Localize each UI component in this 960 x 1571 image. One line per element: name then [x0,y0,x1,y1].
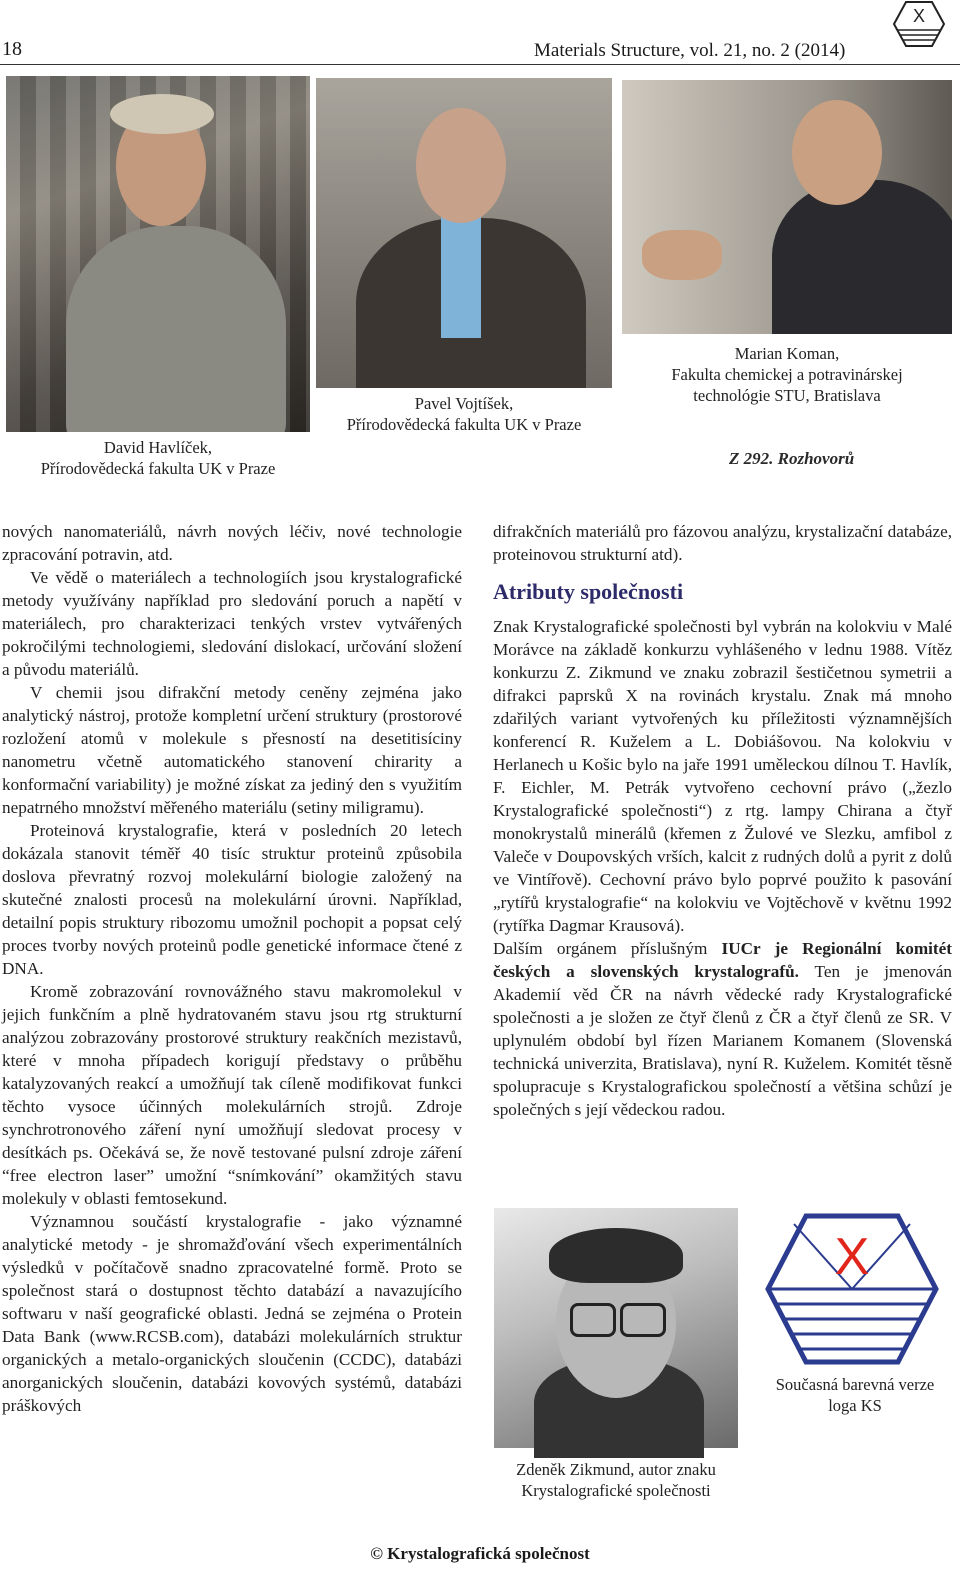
photo-marian-koman [622,80,952,334]
footer-copyright: © Krystalografická společnost [370,1544,590,1563]
paragraph: Znak Krystalografické společnosti byl vybrán na kolokviu v Malé Morávce na základě konkurzu vyhlášeného v lednu 1988. Vítěz konkurzu Z. Zikmund ve znaku zobrazil šestičetnou symetrii a difrakci paprsků X na rovinách krystalu. Znak má mnoho zdařilých variant vytvořených ku příležitosti významnějších konferencí R. Kuželem a L. Dobiášovou. Na kolokviu v Herlanech u Košic bylo na jaře 1991 uměleckou dílnou T. Havlík, F. Eichler, M. Petrák vytvořeno cechovní právo („žezlo Krystalografické společnosti“) z rtg. lampy Chirana a čtyř monokrystalů minerálů (křemen z Žulové ve Slezku, amfibol z Valeče v Doupovských vrších, kalcit z rudných dolů a pyrit z dolů ve Vintířově). Cechovní právo bylo poprvé použito k pasování „rytířů krystalografie“ na kolokviu ve Vojtěchově v květnu 1992 (rytířka Dagmar Krausová). [493,617,952,935]
paragraph: Ve vědě o materiálech a technologiích jsou krystalografické metody využívány například pro sledování poruch a napětí v materiálech, pro charakterizaci tenkých vrstev vytvářených pokročilými technologiemi, sledování dislokací, určování složení a původu materiálů. [2,568,462,679]
photo-caption-koman: Marian Koman, Fakulta chemickej a potravinárskej technológie STU, Bratislava [671,344,903,405]
logo-caption: Současná barevná verze loga KS [775,1375,935,1415]
svg-text:X: X [834,1228,870,1286]
photo-zdenek-zikmund [494,1208,738,1448]
paragraph: Významnou součástí krystalografie - jako významné analytické metody - je shromažďování všech experimentálních výsledků v počítačově snadno zpracovatelné formě. Proto se společnost stará o dostupnost těchto databází a navazujícího softwaru v naší geografické oblasti. Jedná se zejména o Protein Data Bank (www.RCSB.com), databázi molekulárních struktur organických a metalo-organických sloučenin (CCDC), databázi anorganických sloučenin, databázi kovových systémů, databázi práškových [2,1212,462,1415]
page-number: 18 [2,38,22,60]
portrait-caption: Zdeněk Zikmund, autor znaku Krystalografické společnosti [516,1460,716,1500]
journal-title: Materials Structure, vol. 21, no. 2 (2014) [534,40,846,61]
ks-logo-small-icon [892,0,946,50]
paragraph: Kromě zobrazování rovnovážného stavu makromolekul v jejich funkčním a plně hydratovaném stavu jsou rtg strukturní analýzou zobrazovány prostorové struktury reakčních mezistavů, které v mnoha případech korigují představy o průběhu katalyzovaných reakcí a umožňují tak cíleně modifikovat funkci těchto vysoce účinných molekulárních strojů. Zdroje synchrotronového záření nyní umožňují sledovat procesy v desítkách ps. Očekává se, že nově testované pulsní zdroje záření “free electron laser” umožní “snímkování” okamžitých stavu molekuly v oblasti femtosekund. [2,982,462,1208]
photo-caption-vojtisek: Pavel Vojtíšek, Přírodovědecká fakulta UK v Praze [346,394,582,434]
svg-text:X: X [912,6,926,26]
left-column [2,520,462,1417]
photo-david-havlicek [6,76,310,432]
paragraph: Dalším orgánem příslušným IUCr je Regionální komitét českých a slovenských krystalografů. Ten je jmenován Akademií věd ČR na návrh vědecké rady Krystalografické společnosti a je složen ze čtyř členů z ČR a čtyř členů ze SR. V uplynulém období byl řízen Marianem Komanem (Slovenská technická univerzita, Bratislava), nyní R. Kuželem. Komitét těsně spolupracuje s Krystalografickou společností a většina schůzí je společných s její vědeckou radou. [493,939,952,1119]
ks-logo-color-icon [764,1212,940,1367]
section-rubric: Z 292. Rozhovorů [729,449,855,468]
paragraph: nových nanomateriálů, návrh nových léčiv, nové technologie zpracování potravin, atd. [2,522,462,564]
paragraph: difrakčních materiálů pro fázovou analýzu, krystalizační databáze, proteinovou strukturní atd). [493,522,952,564]
paragraph: V chemii jsou difrakční metody ceněny zejména jako analytický nástroj, protože kompletní určení struktury (prostorové rozložení atomů v molekule s přesností na desetitisíciny nanometru včetně automatického stanovení chirarity a konformační variability) je možné získat za jediný den s využitím nepatrného množství měřeného materiálu (setiny miligramu). [2,683,462,817]
section-heading: Atributy společnosti [493,579,684,604]
paragraph: Proteinová krystalografie, která v posledních 20 letech dokázala stanovit téměř 40 tisíc struktur proteinů způsobila doslova převratný rozvoj molekulární biologie založený na skutečné znalosti procesů na molekulární úrovni. Například, detailní popis struktury ribozomu umožnil pochopit a popsat celý proces tvorby nových proteinů podle genetické informace čtené z DNA. [2,821,462,978]
photo-caption-havlicek: David Havlíček, Přírodovědecká fakulta UK v Praze [40,438,276,478]
photo-pavel-vojtisek [316,78,612,388]
right-column [493,520,952,1121]
header-rule [0,64,960,65]
